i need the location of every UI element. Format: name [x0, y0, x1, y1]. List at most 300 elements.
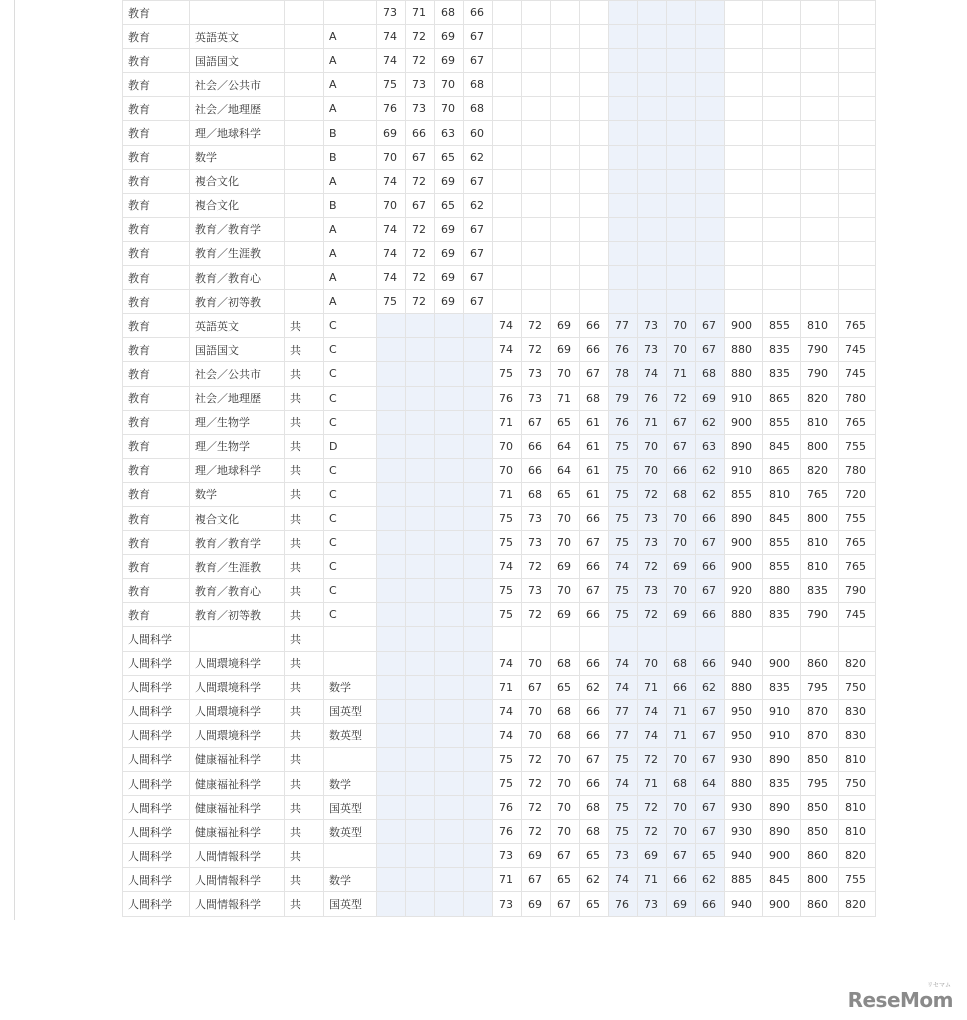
faculty-cell: 教育	[123, 241, 190, 265]
score-b-4-cell: 65	[580, 844, 609, 868]
score-c-2-cell: 76	[638, 386, 667, 410]
score-b-1-cell: 75	[493, 579, 522, 603]
score-b-3-cell: 64	[551, 458, 580, 482]
method-cell	[324, 1, 377, 25]
total-1-cell: 940	[725, 844, 763, 868]
total-2-cell	[763, 241, 801, 265]
score-c-4-cell	[696, 241, 725, 265]
score-c-2-cell: 70	[638, 651, 667, 675]
department-cell: 数学	[190, 482, 285, 506]
method-cell: A	[324, 266, 377, 290]
score-c-3-cell	[667, 290, 696, 314]
total-1-cell: 940	[725, 892, 763, 916]
total-3-cell: 860	[801, 892, 839, 916]
score-a-4-cell: 60	[464, 121, 493, 145]
total-3-cell: 820	[801, 386, 839, 410]
table-row	[123, 603, 876, 627]
score-c-2-cell: 74	[638, 699, 667, 723]
score-a-1-cell	[377, 796, 406, 820]
score-b-1-cell	[493, 193, 522, 217]
score-c-1-cell: 74	[609, 651, 638, 675]
score-a-1-cell	[377, 362, 406, 386]
score-b-4-cell: 66	[580, 506, 609, 530]
score-b-3-cell	[551, 49, 580, 73]
total-4-cell: 745	[839, 338, 876, 362]
faculty-cell: 人間科学	[123, 868, 190, 892]
common-test-cell: 共	[285, 747, 324, 771]
common-test-cell: 共	[285, 723, 324, 747]
score-b-2-cell: 72	[522, 747, 551, 771]
score-b-3-cell: 70	[551, 362, 580, 386]
department-cell: 国語国文	[190, 49, 285, 73]
score-b-2-cell: 73	[522, 531, 551, 555]
department-cell: 人間情報科学	[190, 892, 285, 916]
score-c-4-cell: 69	[696, 386, 725, 410]
score-a-2-cell	[406, 723, 435, 747]
score-c-2-cell: 72	[638, 603, 667, 627]
method-cell: C	[324, 482, 377, 506]
score-b-1-cell	[493, 627, 522, 651]
common-test-cell	[285, 290, 324, 314]
score-a-2-cell: 66	[406, 121, 435, 145]
score-b-4-cell: 66	[580, 338, 609, 362]
score-b-2-cell	[522, 25, 551, 49]
score-b-1-cell: 71	[493, 868, 522, 892]
score-c-3-cell	[667, 217, 696, 241]
score-c-1-cell: 78	[609, 362, 638, 386]
common-test-cell: 共	[285, 675, 324, 699]
score-b-4-cell: 61	[580, 410, 609, 434]
common-test-cell: 共	[285, 386, 324, 410]
score-b-3-cell: 65	[551, 675, 580, 699]
department-cell: 人間環境科学	[190, 723, 285, 747]
method-cell: B	[324, 145, 377, 169]
common-test-cell	[285, 1, 324, 25]
method-cell: C	[324, 410, 377, 434]
score-c-1-cell: 74	[609, 772, 638, 796]
total-1-cell: 900	[725, 555, 763, 579]
score-c-3-cell: 70	[667, 506, 696, 530]
score-a-3-cell	[435, 627, 464, 651]
score-c-1-cell: 75	[609, 603, 638, 627]
total-4-cell: 755	[839, 434, 876, 458]
score-a-3-cell: 69	[435, 217, 464, 241]
score-c-1-cell: 75	[609, 458, 638, 482]
score-c-1-cell: 75	[609, 579, 638, 603]
score-a-3-cell	[435, 892, 464, 916]
faculty-cell: 教育	[123, 458, 190, 482]
score-a-1-cell	[377, 338, 406, 362]
score-c-2-cell: 72	[638, 747, 667, 771]
table-row	[123, 25, 876, 49]
total-1-cell: 910	[725, 458, 763, 482]
score-a-3-cell: 70	[435, 73, 464, 97]
score-a-1-cell	[377, 651, 406, 675]
score-c-3-cell: 66	[667, 868, 696, 892]
method-cell: C	[324, 555, 377, 579]
score-a-3-cell	[435, 410, 464, 434]
total-1-cell: 940	[725, 651, 763, 675]
score-a-2-cell: 67	[406, 145, 435, 169]
total-2-cell: 855	[763, 410, 801, 434]
score-a-3-cell: 70	[435, 97, 464, 121]
total-2-cell: 810	[763, 482, 801, 506]
table-row	[123, 193, 876, 217]
total-3-cell: 850	[801, 747, 839, 771]
common-test-cell: 共	[285, 627, 324, 651]
score-c-2-cell: 73	[638, 892, 667, 916]
score-b-3-cell: 67	[551, 892, 580, 916]
department-cell: 理／地球科学	[190, 458, 285, 482]
department-cell: 健康福祉科学	[190, 820, 285, 844]
score-a-4-cell	[464, 675, 493, 699]
total-4-cell: 745	[839, 362, 876, 386]
faculty-cell: 教育	[123, 555, 190, 579]
score-a-2-cell	[406, 434, 435, 458]
score-b-1-cell: 75	[493, 603, 522, 627]
total-4-cell: 820	[839, 844, 876, 868]
score-b-4-cell: 61	[580, 482, 609, 506]
score-c-3-cell: 70	[667, 314, 696, 338]
score-a-3-cell: 63	[435, 121, 464, 145]
score-b-4-cell: 65	[580, 892, 609, 916]
score-c-4-cell: 66	[696, 651, 725, 675]
score-a-2-cell	[406, 651, 435, 675]
table-row	[123, 1, 876, 25]
total-3-cell: 870	[801, 723, 839, 747]
method-cell: 数英型	[324, 723, 377, 747]
total-3-cell: 790	[801, 362, 839, 386]
score-c-3-cell: 71	[667, 699, 696, 723]
score-c-4-cell: 67	[696, 531, 725, 555]
score-a-3-cell	[435, 362, 464, 386]
department-cell: 英語英文	[190, 314, 285, 338]
score-a-3-cell: 69	[435, 25, 464, 49]
score-a-1-cell: 74	[377, 169, 406, 193]
score-c-3-cell: 68	[667, 651, 696, 675]
score-a-4-cell	[464, 506, 493, 530]
table-row	[123, 555, 876, 579]
score-b-2-cell: 67	[522, 410, 551, 434]
score-c-1-cell: 74	[609, 675, 638, 699]
faculty-cell: 教育	[123, 145, 190, 169]
score-a-1-cell	[377, 531, 406, 555]
total-2-cell: 900	[763, 651, 801, 675]
faculty-cell: 教育	[123, 266, 190, 290]
score-b-1-cell: 75	[493, 772, 522, 796]
total-3-cell: 795	[801, 772, 839, 796]
score-a-1-cell	[377, 506, 406, 530]
total-3-cell	[801, 25, 839, 49]
faculty-cell: 教育	[123, 49, 190, 73]
department-cell: 教育／初等教	[190, 603, 285, 627]
total-2-cell: 900	[763, 844, 801, 868]
score-c-1-cell	[609, 97, 638, 121]
score-b-4-cell: 68	[580, 820, 609, 844]
score-a-3-cell	[435, 699, 464, 723]
score-a-2-cell	[406, 386, 435, 410]
score-a-3-cell	[435, 747, 464, 771]
score-a-1-cell	[377, 772, 406, 796]
total-4-cell	[839, 290, 876, 314]
total-4-cell: 830	[839, 699, 876, 723]
total-2-cell	[763, 169, 801, 193]
department-cell: 理／地球科学	[190, 121, 285, 145]
score-c-4-cell	[696, 627, 725, 651]
score-c-4-cell: 66	[696, 892, 725, 916]
total-3-cell	[801, 169, 839, 193]
score-a-1-cell	[377, 603, 406, 627]
score-c-4-cell	[696, 193, 725, 217]
score-c-4-cell: 67	[696, 699, 725, 723]
table-row	[123, 651, 876, 675]
common-test-cell: 共	[285, 579, 324, 603]
score-b-4-cell: 62	[580, 675, 609, 699]
score-a-2-cell	[406, 627, 435, 651]
department-cell: 複合文化	[190, 506, 285, 530]
total-2-cell: 855	[763, 314, 801, 338]
score-a-1-cell	[377, 892, 406, 916]
score-a-2-cell	[406, 892, 435, 916]
total-3-cell	[801, 241, 839, 265]
faculty-cell: 教育	[123, 410, 190, 434]
table-row	[123, 772, 876, 796]
score-b-4-cell	[580, 169, 609, 193]
department-cell	[190, 1, 285, 25]
resemom-logo-ruby: リセマム	[927, 982, 951, 989]
score-b-3-cell	[551, 73, 580, 97]
score-b-3-cell: 71	[551, 386, 580, 410]
score-b-3-cell: 67	[551, 844, 580, 868]
common-test-cell	[285, 193, 324, 217]
table-row	[123, 699, 876, 723]
total-4-cell: 820	[839, 892, 876, 916]
score-c-2-cell: 74	[638, 723, 667, 747]
score-c-1-cell: 73	[609, 844, 638, 868]
score-c-4-cell	[696, 1, 725, 25]
department-cell: 健康福祉科学	[190, 747, 285, 771]
table-row	[123, 73, 876, 97]
score-b-4-cell: 61	[580, 434, 609, 458]
score-a-4-cell	[464, 482, 493, 506]
table-row	[123, 747, 876, 771]
score-b-2-cell: 69	[522, 892, 551, 916]
score-b-3-cell	[551, 266, 580, 290]
method-cell: B	[324, 193, 377, 217]
score-a-3-cell	[435, 458, 464, 482]
score-b-1-cell: 76	[493, 796, 522, 820]
score-b-3-cell	[551, 1, 580, 25]
total-4-cell	[839, 97, 876, 121]
department-cell: 人間情報科学	[190, 868, 285, 892]
score-b-1-cell	[493, 290, 522, 314]
faculty-cell: 教育	[123, 25, 190, 49]
method-cell: A	[324, 25, 377, 49]
total-2-cell: 880	[763, 579, 801, 603]
score-a-2-cell	[406, 844, 435, 868]
score-a-1-cell	[377, 386, 406, 410]
common-test-cell	[285, 121, 324, 145]
department-cell: 健康福祉科学	[190, 796, 285, 820]
score-a-4-cell: 68	[464, 73, 493, 97]
total-1-cell: 890	[725, 506, 763, 530]
total-2-cell: 835	[763, 362, 801, 386]
total-1-cell	[725, 97, 763, 121]
score-b-3-cell	[551, 145, 580, 169]
total-3-cell: 810	[801, 314, 839, 338]
total-3-cell	[801, 266, 839, 290]
score-c-1-cell	[609, 49, 638, 73]
score-a-3-cell: 69	[435, 169, 464, 193]
score-b-1-cell: 74	[493, 651, 522, 675]
score-c-2-cell: 71	[638, 410, 667, 434]
score-c-1-cell: 77	[609, 314, 638, 338]
score-a-4-cell	[464, 338, 493, 362]
total-2-cell: 845	[763, 868, 801, 892]
score-c-3-cell: 67	[667, 434, 696, 458]
score-a-2-cell	[406, 868, 435, 892]
total-3-cell	[801, 49, 839, 73]
score-c-4-cell: 67	[696, 314, 725, 338]
total-1-cell	[725, 145, 763, 169]
total-4-cell	[839, 169, 876, 193]
score-a-2-cell: 73	[406, 97, 435, 121]
score-a-1-cell	[377, 747, 406, 771]
score-c-3-cell: 71	[667, 362, 696, 386]
total-2-cell	[763, 193, 801, 217]
score-b-4-cell: 68	[580, 796, 609, 820]
total-2-cell: 890	[763, 820, 801, 844]
method-cell: C	[324, 579, 377, 603]
total-4-cell: 765	[839, 531, 876, 555]
score-c-4-cell: 62	[696, 868, 725, 892]
method-cell: C	[324, 458, 377, 482]
score-b-3-cell	[551, 97, 580, 121]
score-c-4-cell: 62	[696, 410, 725, 434]
score-b-2-cell: 66	[522, 458, 551, 482]
score-b-2-cell: 72	[522, 314, 551, 338]
table-row	[123, 121, 876, 145]
score-b-2-cell	[522, 169, 551, 193]
score-b-2-cell	[522, 73, 551, 97]
score-a-2-cell	[406, 314, 435, 338]
total-2-cell	[763, 1, 801, 25]
score-c-1-cell	[609, 217, 638, 241]
total-2-cell: 835	[763, 338, 801, 362]
score-a-2-cell	[406, 772, 435, 796]
score-c-2-cell	[638, 1, 667, 25]
total-1-cell	[725, 193, 763, 217]
total-2-cell	[763, 97, 801, 121]
score-b-1-cell: 71	[493, 482, 522, 506]
score-a-2-cell: 73	[406, 73, 435, 97]
score-a-2-cell: 72	[406, 169, 435, 193]
department-cell: 社会／公共市	[190, 362, 285, 386]
score-a-4-cell: 62	[464, 193, 493, 217]
score-b-1-cell	[493, 1, 522, 25]
total-2-cell: 865	[763, 458, 801, 482]
score-c-3-cell	[667, 1, 696, 25]
total-3-cell	[801, 1, 839, 25]
score-a-4-cell	[464, 820, 493, 844]
score-a-1-cell: 73	[377, 1, 406, 25]
score-c-1-cell: 76	[609, 338, 638, 362]
method-cell: A	[324, 241, 377, 265]
score-b-4-cell: 67	[580, 579, 609, 603]
common-test-cell: 共	[285, 844, 324, 868]
total-4-cell: 750	[839, 675, 876, 699]
score-c-4-cell	[696, 97, 725, 121]
score-a-3-cell	[435, 796, 464, 820]
method-cell: C	[324, 531, 377, 555]
total-3-cell	[801, 145, 839, 169]
score-c-4-cell: 67	[696, 579, 725, 603]
department-cell: 国語国文	[190, 338, 285, 362]
score-c-4-cell: 67	[696, 796, 725, 820]
method-cell: C	[324, 314, 377, 338]
total-2-cell	[763, 49, 801, 73]
score-a-2-cell	[406, 555, 435, 579]
total-2-cell	[763, 627, 801, 651]
faculty-cell: 教育	[123, 434, 190, 458]
score-b-2-cell	[522, 217, 551, 241]
common-test-cell: 共	[285, 362, 324, 386]
score-b-1-cell	[493, 73, 522, 97]
department-cell: 複合文化	[190, 193, 285, 217]
total-2-cell: 835	[763, 603, 801, 627]
common-test-cell: 共	[285, 434, 324, 458]
score-c-3-cell: 72	[667, 386, 696, 410]
total-2-cell: 910	[763, 699, 801, 723]
table-row	[123, 675, 876, 699]
score-b-1-cell	[493, 241, 522, 265]
score-c-3-cell: 68	[667, 772, 696, 796]
score-a-3-cell: 65	[435, 193, 464, 217]
score-c-1-cell: 76	[609, 410, 638, 434]
score-b-1-cell	[493, 217, 522, 241]
score-a-3-cell	[435, 506, 464, 530]
common-test-cell	[285, 49, 324, 73]
score-a-4-cell	[464, 723, 493, 747]
total-3-cell: 790	[801, 338, 839, 362]
total-4-cell: 765	[839, 314, 876, 338]
total-1-cell	[725, 290, 763, 314]
score-a-2-cell: 72	[406, 25, 435, 49]
score-a-1-cell	[377, 868, 406, 892]
score-c-1-cell: 75	[609, 434, 638, 458]
faculty-cell: 人間科学	[123, 892, 190, 916]
score-a-1-cell: 75	[377, 290, 406, 314]
score-c-3-cell	[667, 121, 696, 145]
method-cell: 国英型	[324, 699, 377, 723]
score-a-1-cell	[377, 627, 406, 651]
total-1-cell	[725, 241, 763, 265]
score-c-3-cell: 67	[667, 844, 696, 868]
method-cell: 数学	[324, 772, 377, 796]
common-test-cell	[285, 266, 324, 290]
score-b-2-cell: 66	[522, 434, 551, 458]
method-cell: A	[324, 290, 377, 314]
score-b-2-cell: 73	[522, 362, 551, 386]
common-test-cell: 共	[285, 458, 324, 482]
score-b-4-cell	[580, 49, 609, 73]
score-c-1-cell	[609, 627, 638, 651]
score-c-3-cell	[667, 97, 696, 121]
total-3-cell: 810	[801, 410, 839, 434]
faculty-cell: 教育	[123, 97, 190, 121]
score-c-4-cell	[696, 25, 725, 49]
score-a-3-cell	[435, 651, 464, 675]
